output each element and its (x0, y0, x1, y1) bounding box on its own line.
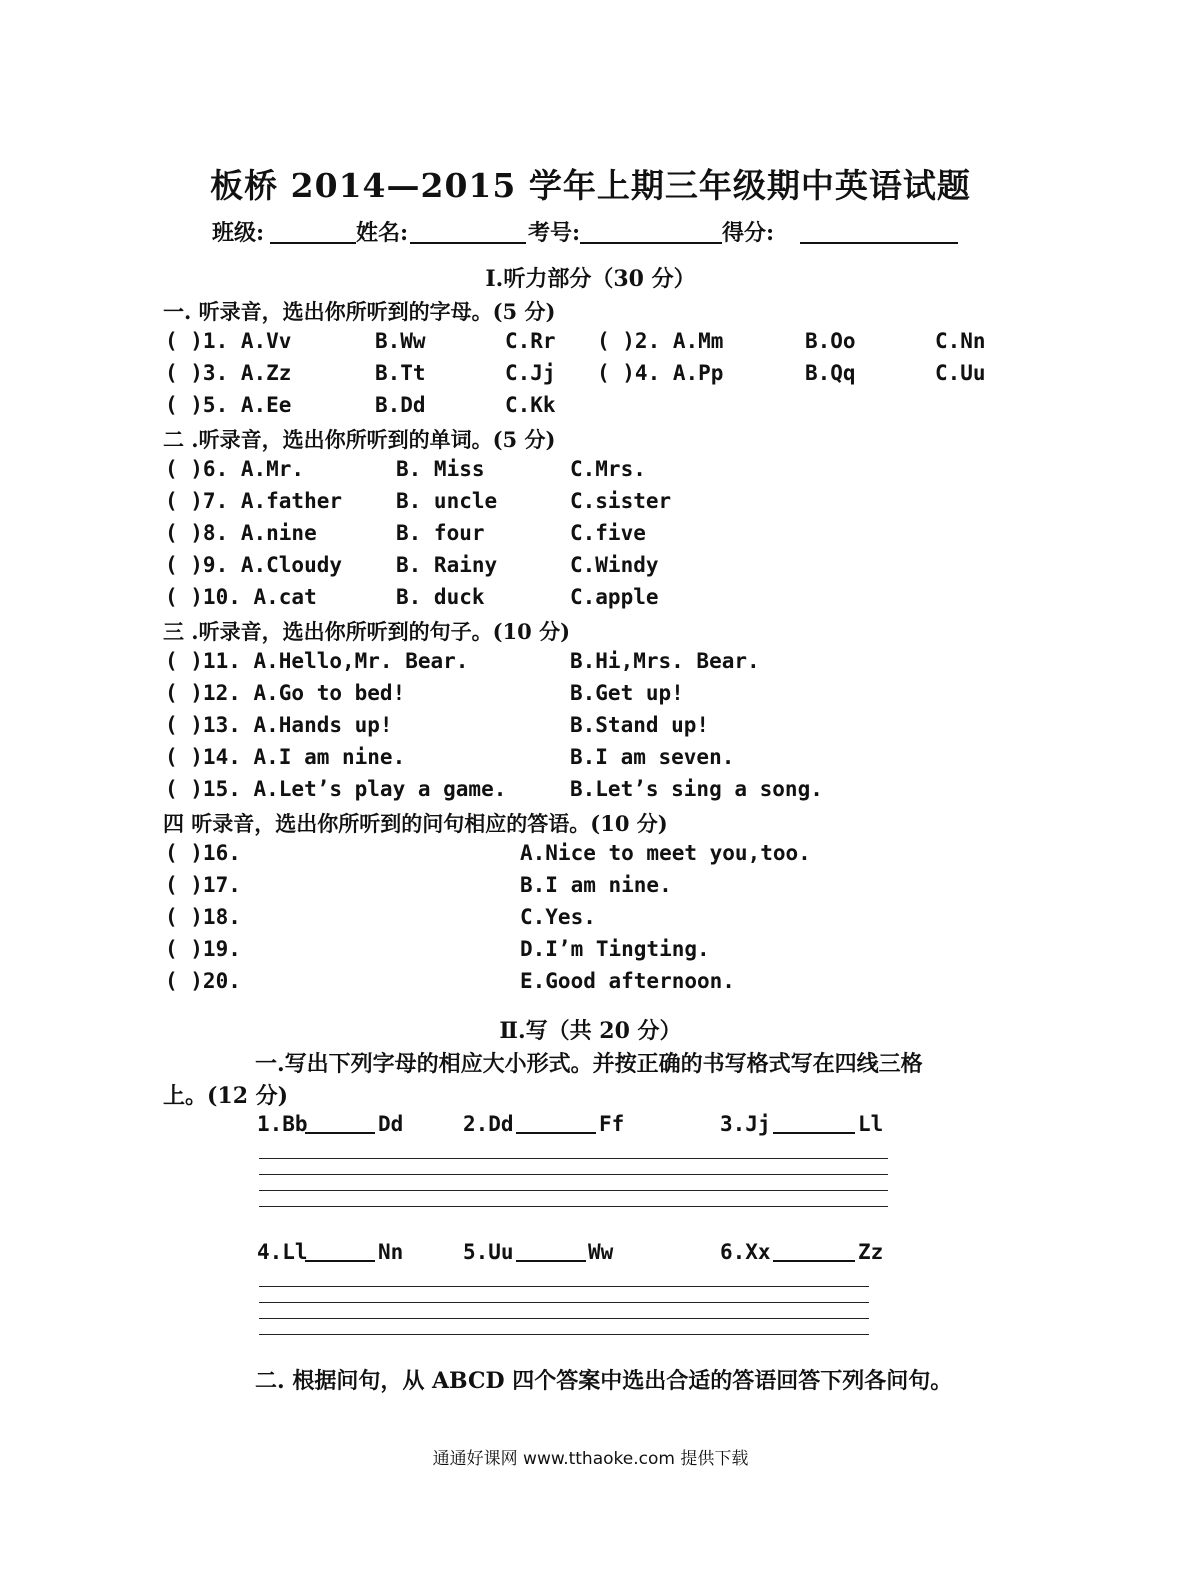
s4-heading: 四 听录音，选出你所听到的问句相应的答语。(10 分) (163, 811, 668, 836)
s2-q6-b[interactable]: B. Miss (396, 457, 485, 481)
s2-q10-a[interactable]: ( )10. A.cat (165, 585, 317, 609)
s2-q10-b[interactable]: B. duck (396, 585, 485, 609)
s2-heading: 二 .听录音，选出你所听到的单词。(5 分) (163, 427, 556, 452)
s4-q17[interactable]: ( )17. (165, 873, 241, 897)
letter-item-1-end: Dd (378, 1112, 404, 1136)
s1-q5-b[interactable]: B.Dd (375, 393, 426, 417)
letter-item-5-blank[interactable] (516, 1260, 586, 1262)
s3-q13-a[interactable]: ( )13. A.Hands up! (165, 713, 393, 737)
letter-item-2-start: 2.Dd (463, 1112, 514, 1136)
s1-q2-b[interactable]: B.Oo (805, 329, 856, 353)
s1-heading: 一. 听录音，选出你所听到的字母。(5 分) (163, 299, 556, 324)
s2-q7-c[interactable]: C.sister (570, 489, 672, 513)
letter-item-2-end: Ff (599, 1112, 625, 1136)
letter-item-3-start: 3.Jj (720, 1112, 771, 1136)
class-blank[interactable] (270, 222, 356, 248)
s2-q10-c[interactable]: C.apple (570, 585, 659, 609)
s4-q18[interactable]: ( )18. (165, 905, 241, 929)
s3-q12-b[interactable]: B.Get up! (570, 681, 684, 705)
s1-q4-a[interactable]: ( )4. A.Pp (597, 361, 724, 385)
s1-q3-c[interactable]: C.Jj (505, 361, 556, 385)
number-blank[interactable] (580, 222, 722, 248)
letter-item-6-blank[interactable] (773, 1260, 855, 1262)
s2-q9-a[interactable]: ( )9. A.Cloudy (165, 553, 343, 577)
footer-credit: 通通好课网 www.tthaoke.com 提供下载 (432, 1449, 749, 1469)
name-label: 姓名: (356, 220, 409, 246)
part2-q1-line2: 上。(12 分) (163, 1083, 289, 1109)
s1-q5-a[interactable]: ( )5. A.Ee (165, 393, 292, 417)
s2-q7-a[interactable]: ( )7. A.father (165, 489, 343, 513)
letter-item-3-end: Ll (858, 1112, 884, 1136)
score-blank[interactable] (800, 222, 958, 248)
s4-q19[interactable]: ( )19. (165, 937, 241, 961)
s1-q3-b[interactable]: B.Tt (375, 361, 426, 385)
s4-q20[interactable]: ( )20. (165, 969, 241, 993)
s2-q7-b[interactable]: B. uncle (396, 489, 498, 513)
s4-answer-c: C.Yes. (520, 905, 596, 929)
s3-heading: 三 .听录音，选出你所听到的句子。(10 分) (163, 619, 571, 644)
letter-item-1-blank[interactable] (305, 1132, 375, 1134)
s3-q14-a[interactable]: ( )14. A.I am nine. (165, 745, 406, 769)
s1-q3-a[interactable]: ( )3. A.Zz (165, 361, 292, 385)
s2-q9-c[interactable]: C.Windy (570, 553, 659, 577)
part2-q2-heading: 二. 根据问句，从 ABCD 四个答案中选出合适的答语回答下列各问句。 (255, 1368, 953, 1394)
letter-item-2-blank[interactable] (516, 1132, 596, 1134)
s3-q14-b[interactable]: B.I am seven. (570, 745, 735, 769)
letter-item-4-blank[interactable] (305, 1260, 375, 1262)
s1-q2-a[interactable]: ( )2. A.Mm (597, 329, 724, 353)
number-label: 考号: (528, 220, 581, 246)
letter-item-3-blank[interactable] (773, 1132, 855, 1134)
s1-q4-c[interactable]: C.Uu (935, 361, 986, 385)
name-blank[interactable] (410, 222, 526, 248)
s3-q12-a[interactable]: ( )12. A.Go to bed! (165, 681, 406, 705)
class-label: 班级: (212, 220, 265, 246)
letter-item-1-start: 1.Bb (257, 1112, 308, 1136)
part2-title: Ⅱ.写（共 20 分） (499, 1018, 682, 1044)
s3-q15-b[interactable]: B.Let’s sing a song. (570, 777, 823, 801)
s4-answer-d: D.I’m Tingting. (520, 937, 710, 961)
s4-answer-e: E.Good afternoon. (520, 969, 735, 993)
score-label: 得分: (722, 220, 775, 246)
s3-q15-a[interactable]: ( )15. A.Let’s play a game. (165, 777, 507, 801)
s4-q16[interactable]: ( )16. (165, 841, 241, 865)
s1-q4-b[interactable]: B.Qq (805, 361, 856, 385)
letter-item-4-start: 4.Ll (257, 1240, 308, 1264)
letter-item-5-start: 5.Uu (463, 1240, 514, 1264)
letter-item-5-end: Ww (588, 1240, 614, 1264)
part2-q1-line1: 一.写出下列字母的相应大小形式。并按正确的书写格式写在四线三格 (255, 1051, 923, 1077)
s2-q6-a[interactable]: ( )6. A.Mr. (165, 457, 305, 481)
s1-q1-a[interactable]: ( )1. A.Vv (165, 329, 292, 353)
s3-q11-a[interactable]: ( )11. A.Hello,Mr. Bear. (165, 649, 469, 673)
letter-item-6-start: 6.Xx (720, 1240, 771, 1264)
page-title: 板桥 2014—2015 学年上期三年级期中英语试题 (210, 166, 971, 205)
letter-item-6-end: Zz (858, 1240, 884, 1264)
s1-q5-c[interactable]: C.Kk (505, 393, 556, 417)
s1-q1-c[interactable]: C.Rr (505, 329, 556, 353)
s1-q1-b[interactable]: B.Ww (375, 329, 426, 353)
s2-q8-a[interactable]: ( )8. A.nine (165, 521, 317, 545)
s2-q8-b[interactable]: B. four (396, 521, 485, 545)
s3-q11-b[interactable]: B.Hi,Mrs. Bear. (570, 649, 760, 673)
s2-q8-c[interactable]: C.five (570, 521, 646, 545)
s2-q6-c[interactable]: C.Mrs. (570, 457, 646, 481)
s4-answer-b: B.I am nine. (520, 873, 672, 897)
letter-item-4-end: Nn (378, 1240, 404, 1264)
part1-title: Ⅰ.听力部分（30 分） (485, 266, 696, 292)
s2-q9-b[interactable]: B. Rainy (396, 553, 498, 577)
s1-q2-c[interactable]: C.Nn (935, 329, 986, 353)
s4-answer-a: A.Nice to meet you,too. (520, 841, 811, 865)
s3-q13-b[interactable]: B.Stand up! (570, 713, 710, 737)
